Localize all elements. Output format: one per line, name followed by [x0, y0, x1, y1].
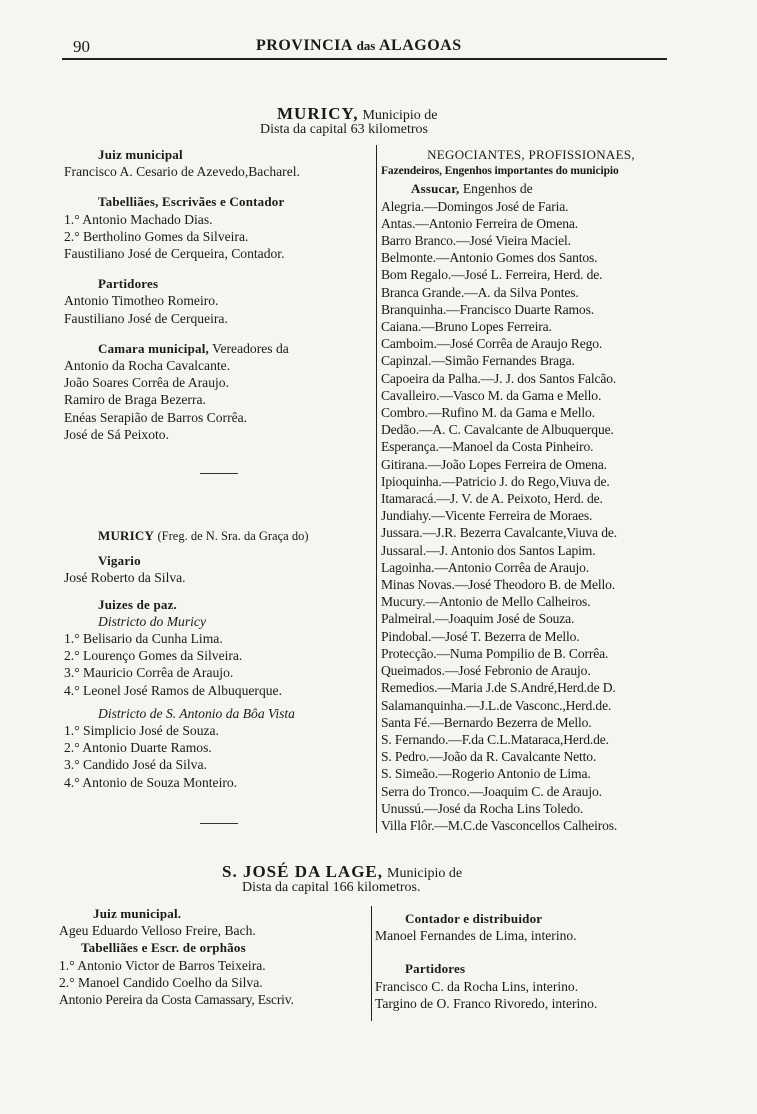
- sjose-partidores-heading: Partidores: [405, 961, 466, 977]
- engenho-entry: Salamanquinha.—J.L.de Vasconc.,Herd.de.: [381, 697, 612, 713]
- partidores-heading: Partidores: [98, 276, 159, 292]
- juiz-paz-1: 1.° Belisario da Cunha Lima.: [64, 631, 223, 647]
- title-das: das: [356, 38, 376, 53]
- engenho-entry: Mucury.—Antonio de Mello Calheiros.: [381, 594, 591, 610]
- engenho-entry: Jundiahy.—Vicente Ferreira de Moraes.: [381, 508, 593, 524]
- sjose-tabelliao-1: 1.° Antonio Victor de Barros Teixeira.: [59, 957, 266, 973]
- muricy-right-column: [381, 146, 681, 834]
- title-provincia: PROVINCIA: [256, 37, 353, 54]
- engenho-entry: Camboim.—José Corrêa de Araujo Rego.: [381, 336, 603, 352]
- juizes-paz-heading: Juizes de paz.: [98, 596, 177, 612]
- sjose-partidor-2: Targino de O. Franco Rivoredo, interino.: [375, 995, 598, 1011]
- juiz-municipal-heading: Juiz municipal: [98, 147, 183, 162]
- assucar-heading-bold: Assucar,: [411, 181, 460, 197]
- engenho-entry: Jussaral.—J. Antonio dos Santos Lapim.: [381, 542, 596, 558]
- engenho-entry: Queimados.—José Febronio de Araujo.: [381, 663, 591, 679]
- juiz-paz-4: 4.° Leonel José Ramos de Albuquerque.: [64, 682, 282, 698]
- freguezia-heading: [64, 527, 376, 545]
- vereador-2: João Soares Corrêa de Araujo.: [64, 375, 229, 391]
- vigario-heading: Vigario: [98, 553, 141, 569]
- vereador-3: Ramiro de Braga Bezerra.: [64, 392, 206, 408]
- engenho-entry: Alegria.—Domingos José de Faria.: [381, 198, 569, 214]
- engenho-entry: Dedão.—A. C. Cavalcante de Albuquerque.: [381, 422, 614, 438]
- section-rule-1: [200, 473, 238, 474]
- juiz-paz-3: 3.° Mauricio Corrêa de Araujo.: [64, 665, 234, 681]
- engenho-entry: Capinzal.—Simão Fernandes Braga.: [381, 353, 575, 369]
- engenho-entry: Barro Branco.—José Vieira Maciel.: [381, 233, 571, 249]
- title-alagoas: ALAGOAS: [378, 37, 462, 54]
- sjose-subtitle: Municipio de: [387, 866, 463, 881]
- camara-heading-bold: Camara municipal,: [98, 340, 210, 356]
- tabelliao-2: 2.° Bertholino Gomes da Silveira.: [64, 228, 249, 244]
- running-title: [256, 37, 462, 55]
- muricy-freguezia-block: [64, 527, 376, 791]
- sjose-contador-heading: Contador e distribuidor: [405, 911, 543, 926]
- sjose-contador-name: Manoel Fernandes de Lima, interino.: [375, 928, 577, 944]
- engenho-entry: Branca Grande.—A. da Silva Pontes.: [381, 284, 579, 300]
- contador: Faustiliano José de Cerqueira, Contador.: [64, 246, 285, 262]
- muricy-left-column: [64, 146, 374, 443]
- tabelliao-1: 1.° Antonio Machado Dias.: [64, 211, 213, 227]
- engenho-entry: S. Fernando.—F.da C.L.Mataraca,Herd.de.: [381, 731, 609, 747]
- engenho-entry: Combro.—Rufino M. da Gama e Mello.: [381, 405, 595, 421]
- header-rule: [62, 58, 667, 60]
- sjose-left-column: [59, 905, 369, 1008]
- assucar-heading: [381, 180, 681, 197]
- sjose-distance: Dista da capital 166 kilometros.: [242, 880, 421, 895]
- engenho-entry: S. Pedro.—João da R. Cavalcante Netto.: [381, 749, 597, 765]
- sjose-escrivao: Antonio Pereira da Costa Camassary, Escriv.: [59, 992, 294, 1008]
- juiz-paz-bv-4: 4.° Antonio de Souza Monteiro.: [64, 774, 238, 790]
- engenho-entry: Pindobal.—José T. Bezerra de Mello.: [381, 628, 580, 644]
- engenho-entry: Cavalleiro.—Vasco M. da Gama e Mello.: [381, 387, 602, 403]
- assucar-heading-tail: Engenhos de: [462, 181, 533, 197]
- juiz-municipal-name: Francisco A. Cesario de Azevedo,Bacharel.: [64, 164, 300, 180]
- sjose-partidor-1: Francisco C. da Rocha Lins, interino.: [375, 978, 579, 994]
- sjose-title: [222, 862, 462, 882]
- freguezia-name: MURICY: [98, 528, 155, 543]
- engenho-entry: Branquinha.—Francisco Duarte Ramos.: [381, 301, 594, 317]
- engenho-entry: S. Simeão.—Rogerio Antonio de Lima.: [381, 766, 591, 782]
- engenho-entry: Protecção.—Numa Pompilio de B. Corrêa.: [381, 645, 609, 661]
- engenho-entry: Remedios.—Maria J.de S.André,Herd.de D.: [381, 680, 616, 696]
- sjose-tabelliaes-heading: Tabelliães e Escr. de orphãos: [81, 940, 246, 956]
- sjose-right-column: [375, 910, 675, 1012]
- engenho-entry: Santa Fé.—Bernardo Bezerra de Mello.: [381, 714, 592, 730]
- partidor-2: Faustiliano José de Cerqueira.: [64, 310, 228, 326]
- juiz-paz-2: 2.° Lourenço Gomes da Silveira.: [64, 648, 243, 664]
- sjose-column-divider: [371, 906, 372, 1021]
- page-number: 90: [73, 37, 90, 56]
- engenho-entry: Antas.—Antonio Ferreira de Omena.: [381, 215, 579, 231]
- sjose-juiz-name: Ageu Eduardo Velloso Freire, Bach.: [59, 923, 256, 939]
- juiz-paz-bv-2: 2.° Antonio Duarte Ramos.: [64, 740, 212, 756]
- juiz-paz-bv-3: 3.° Candido José da Silva.: [64, 757, 207, 773]
- engenho-entry: Esperança.—Manoel da Costa Pinheiro.: [381, 439, 594, 455]
- partidor-1: Antonio Timotheo Romeiro.: [64, 293, 219, 309]
- camara-heading-tail: Vereadores da: [212, 340, 289, 356]
- districto-muricy-heading: Districto do Muricy: [98, 613, 206, 629]
- engenho-entry: Villa Flôr.—M.C.de Vasconcellos Calheiros.: [381, 817, 618, 833]
- fazendeiros-heading: Fazendeiros, Engenhos importantes do municipio: [381, 165, 619, 178]
- vigario-name: José Roberto da Silva.: [64, 570, 186, 586]
- engenho-entry: Ipioquinha.—Patricio J. do Rego,Viuva de.: [381, 473, 610, 489]
- engenhos-list: [381, 198, 681, 835]
- muricy-name: MURICY,: [277, 104, 359, 123]
- engenho-entry: Caiana.—Bruno Lopes Ferreira.: [381, 319, 552, 335]
- tabelliaes-heading: Tabelliães, Escrivães e Contador: [98, 194, 285, 210]
- vereador-4: Enéas Serapião de Barros Corrêa.: [64, 409, 248, 425]
- vereador-5: José de Sá Peixoto.: [64, 426, 169, 442]
- sjose-juiz-heading: Juiz municipal.: [93, 906, 182, 921]
- engenho-entry: Bom Regalo.—José L. Ferreira, Herd. de.: [381, 267, 603, 283]
- negociantes-heading: NEGOCIANTES, PROFISSIONAES,: [427, 147, 635, 162]
- engenho-entry: Palmeiral.—Joaquim José de Souza.: [381, 611, 575, 627]
- engenho-entry: Serra do Tronco.—Joaquim C. de Araujo.: [381, 783, 602, 799]
- juiz-paz-bv-1: 1.° Simplicio José de Souza.: [64, 723, 219, 739]
- engenho-entry: Belmonte.—Antonio Gomes dos Santos.: [381, 250, 598, 266]
- freguezia-tail: (Freg. de N. Sra. da Graça do): [157, 529, 309, 543]
- sjose-tabelliao-2: 2.° Manoel Candido Coelho da Silva.: [59, 974, 263, 990]
- vereador-1: Antonio da Rocha Cavalcante.: [64, 358, 231, 374]
- engenho-entry: Minas Novas.—José Theodoro B. de Mello.: [381, 577, 616, 593]
- muricy-distance: Dista da capital 63 kilometros: [260, 122, 428, 137]
- engenho-entry: Lagoinha.—Antonio Corrêa de Araujo.: [381, 559, 590, 575]
- engenho-entry: Gitirana.—João Lopes Ferreira de Omena.: [381, 456, 607, 472]
- camara-heading: [64, 340, 374, 357]
- column-divider: [376, 145, 377, 833]
- muricy-subtitle: Municipio de: [362, 108, 438, 123]
- sjose-name: S. JOSÉ DA LAGE,: [222, 862, 384, 881]
- section-rule-2: [200, 823, 238, 824]
- engenho-entry: Capoeira da Palha.—J. J. dos Santos Falcão.: [381, 370, 617, 386]
- engenho-entry: Itamaracá.—J. V. de A. Peixoto, Herd. de.: [381, 491, 603, 507]
- engenho-entry: Unussú.—José da Rocha Lins Toledo.: [381, 800, 584, 816]
- engenho-entry: Jussara.—J.R. Bezerra Cavalcante,Viuva de.: [381, 525, 617, 541]
- districto-boa-vista-heading: Districto de S. Antonio da Bôa Vista: [98, 705, 295, 721]
- muricy-title: [277, 104, 438, 124]
